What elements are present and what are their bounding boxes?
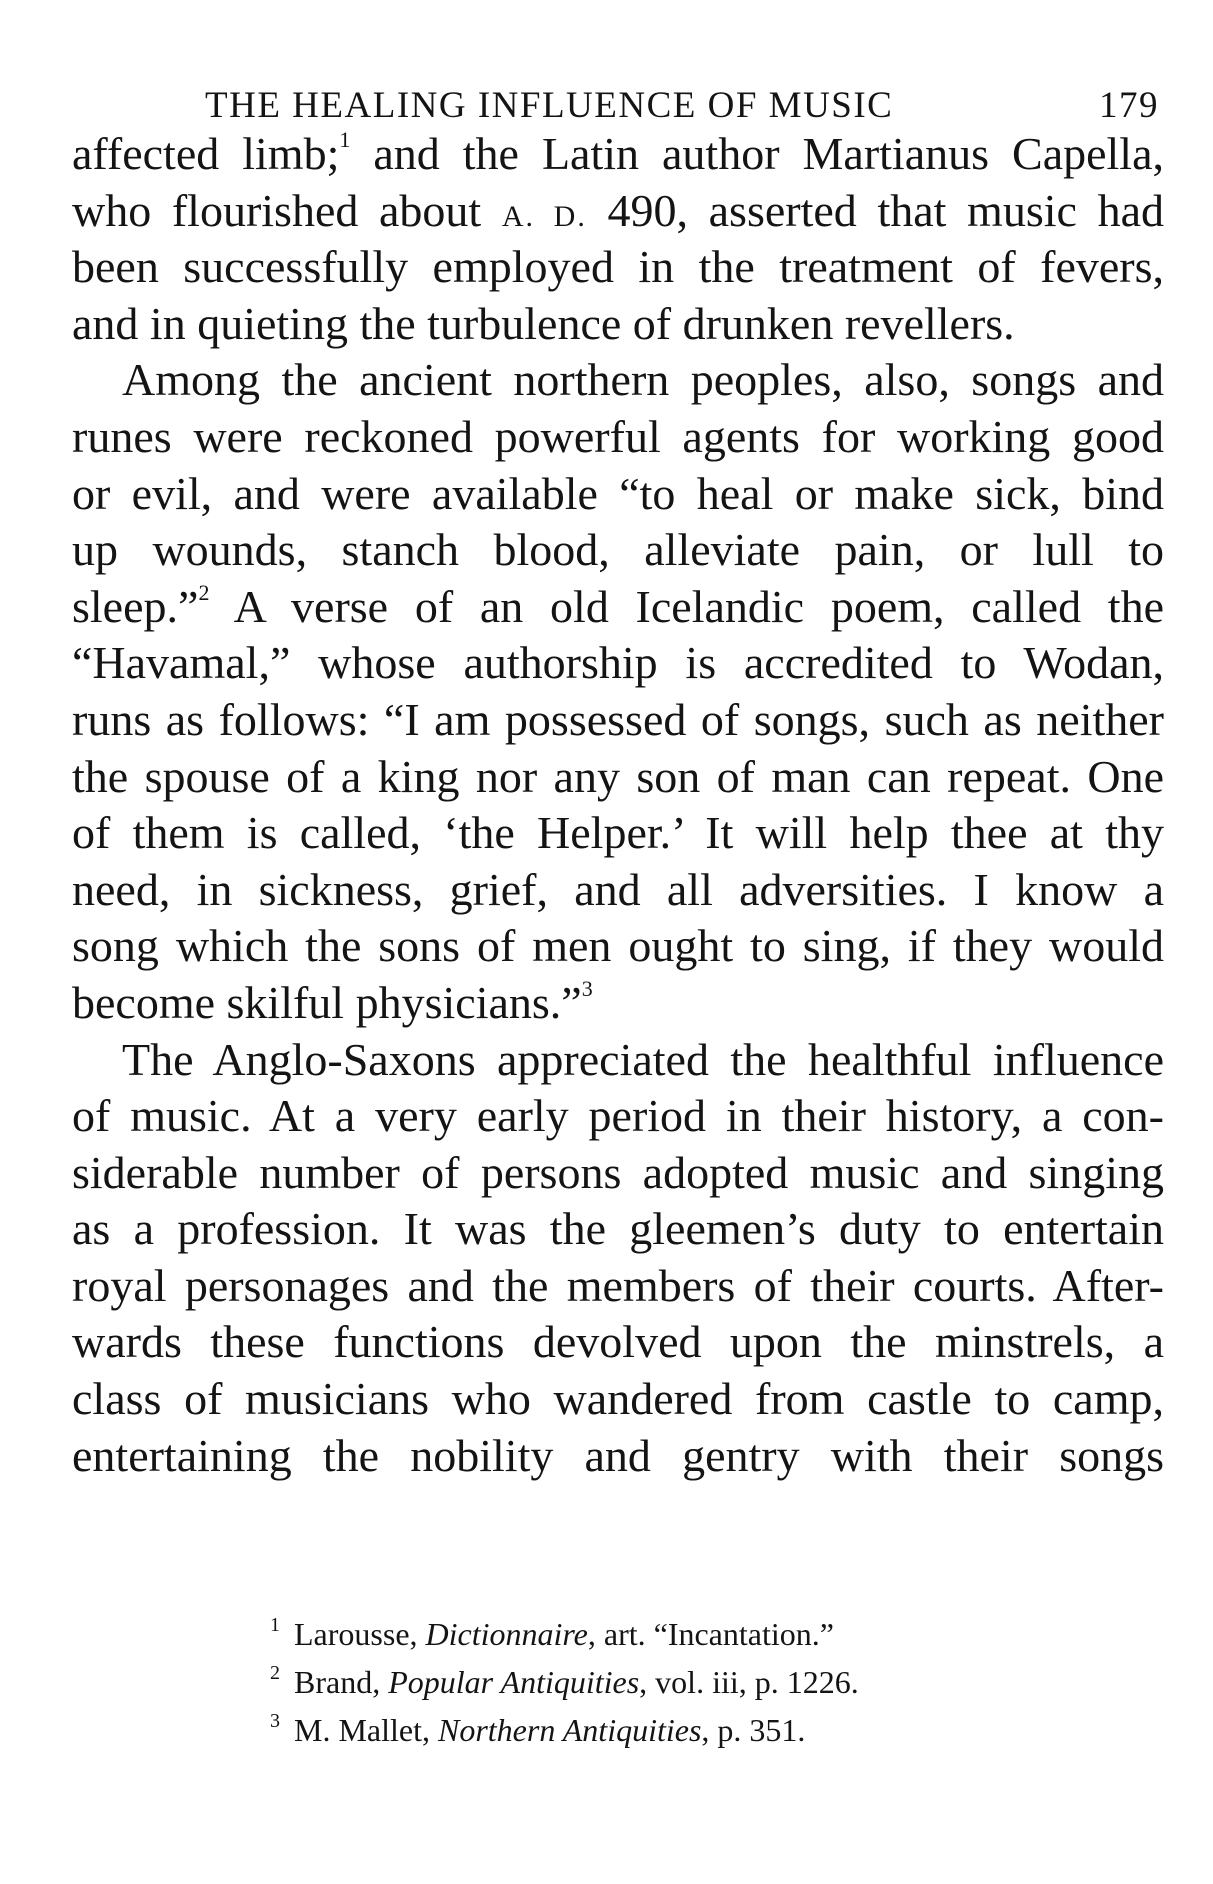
cited-title: Popular Antiquities <box>388 1664 640 1700</box>
footnote-ref-2: 2 <box>198 579 210 605</box>
text-line: runes were reckoned powerful agents for working good <box>72 410 1164 462</box>
era-abbreviation: A. D. <box>501 199 587 233</box>
footnote-mark: 1 <box>270 1614 280 1636</box>
text-line: who flourished about A. D. 490, asserted that music had <box>72 184 1164 236</box>
text-line: and in quieting the turbulence of drunken revellers. <box>72 297 1015 349</box>
footnote-mark: 3 <box>270 1710 280 1732</box>
page-number: 179 <box>1099 85 1159 126</box>
footnotes <box>270 1610 1130 1754</box>
chapter-title: THE HEALING INFLUENCE OF MUSIC <box>205 85 894 126</box>
paragraph-start: The Anglo-Saxons appreciated the healthful influence <box>122 1033 1164 1085</box>
text-line: sleep.”$^2$ A verse of an old Icelandic poem, called the <box>72 579 1164 632</box>
text-line: of them is called, ‘the Helper.’ It will help thee at thy <box>72 807 1164 859</box>
cited-title: Dictionnaire <box>425 1616 588 1652</box>
text-line: “Havamal,” whose authorship is accredited to Wodan, <box>72 637 1164 689</box>
text-line: or evil, and were available “to heal or make sick, bind <box>72 467 1164 519</box>
footnote-ref-3: 3 <box>581 975 593 1001</box>
text-line: become skilful physicians.”$^3$ <box>72 975 593 1028</box>
text-line: song which the sons of men ought to sing, if they would <box>72 920 1164 972</box>
text-line: entertaining the nobility and gentry with their songs <box>72 1429 1164 1481</box>
footnote-3: $^3$ M. Mallet, Northern Antiquities, p. 351. <box>270 1710 806 1748</box>
text-line: the spouse of a king nor any son of man can repeat. One <box>72 750 1164 802</box>
cited-title: Northern Antiquities <box>437 1712 702 1748</box>
paragraph-start: Among the ancient northern peoples, also, songs and <box>122 354 1164 406</box>
footnote-mark: 2 <box>270 1662 280 1684</box>
text-line: need, in sickness, grief, and all adversities. I know a <box>72 863 1164 915</box>
text-line: affected limb;$^1$ and the Latin author Martianus Capella, <box>72 127 1165 179</box>
text-line: as a profession. It was the gleemen’s duty to entertain <box>72 1203 1164 1255</box>
text-line: siderable number of persons adopted music and singing <box>72 1146 1164 1198</box>
text-line: class of musicians who wandered from castle to camp, <box>72 1373 1164 1425</box>
footnote-1: $^1$ Larousse, Dictionnaire, art. “Incantation.” <box>270 1614 834 1652</box>
footnote-2: $^2$ Brand, Popular Antiquities, vol. iii, p. 1226. <box>270 1662 859 1700</box>
text-line: up wounds, stanch blood, alleviate pain, or lull to <box>72 524 1164 576</box>
text-line: royal personages and the members of their courts. After- <box>72 1259 1164 1311</box>
text-line: been successfully employed in the treatment of fevers, <box>72 241 1164 293</box>
footnote-ref-1: 1 <box>339 127 351 152</box>
body-text <box>72 126 1164 1484</box>
text-line: wards these functions devolved upon the minstrels, a <box>72 1316 1164 1368</box>
text-line: runs as follows: “I am possessed of songs, such as neither <box>72 693 1164 745</box>
text-line: of music. At a very early period in their history, a con- <box>72 1090 1164 1142</box>
